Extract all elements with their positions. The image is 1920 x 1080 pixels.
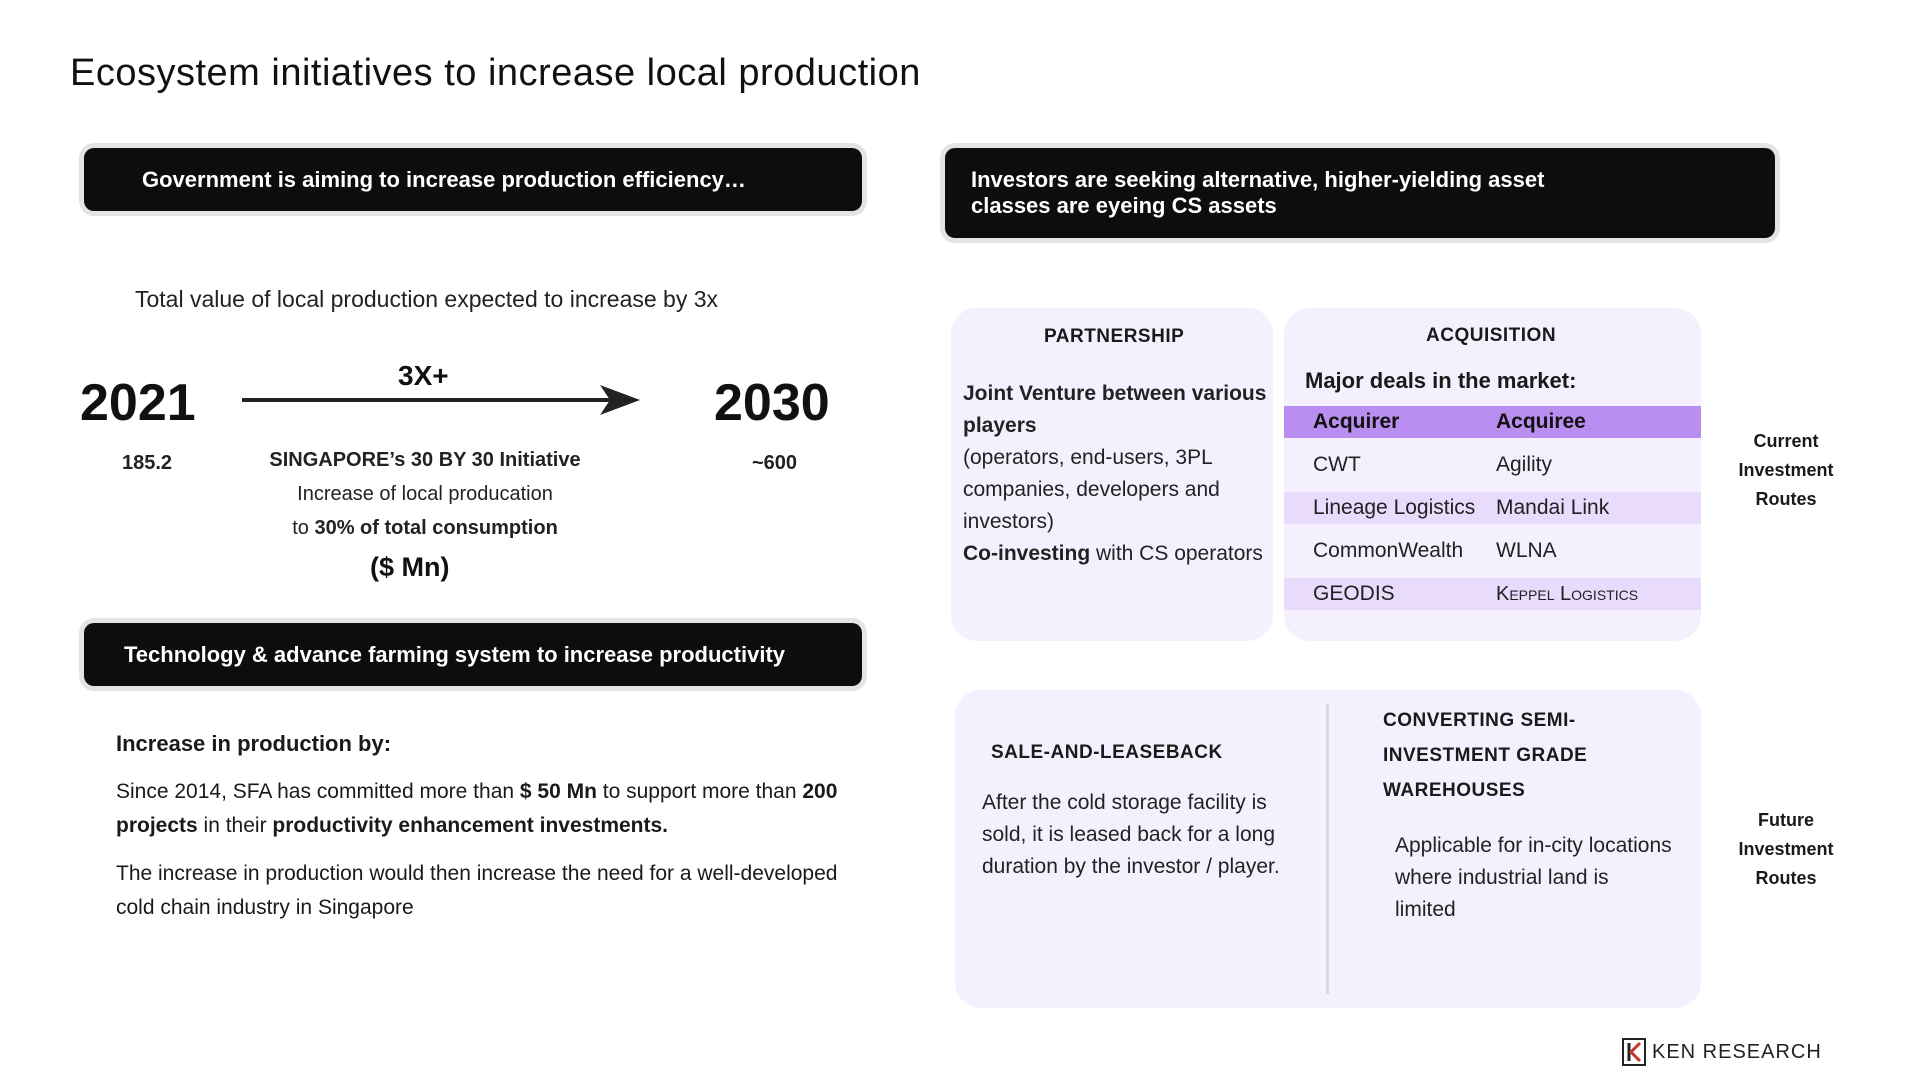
table-row: [1284, 438, 1701, 492]
growth-subtitle: Total value of local production expected to increase by 3x: [135, 286, 719, 312]
technology-paragraph-1: [116, 775, 876, 843]
growth-multiplier: 3X+: [398, 360, 449, 391]
text-span: Since 2014, SFA has committed more than: [116, 780, 520, 803]
table-cell-acquiree: Agility: [1496, 453, 1553, 476]
value-end: ~600: [752, 452, 798, 474]
logo-text: KEN RESEARCH: [1652, 1040, 1822, 1063]
acquisition-card: [1284, 308, 1701, 641]
government-banner: [84, 148, 862, 211]
future-routes-label: Future Investment Routes: [1738, 810, 1834, 888]
table-header-acquiree: Acquiree: [1496, 410, 1586, 433]
sale-leaseback-title: SALE-AND-LEASEBACK: [991, 742, 1223, 763]
partnership-title: PARTNERSHIP: [1044, 326, 1185, 347]
table-cell-acquiree: WLNA: [1496, 539, 1557, 562]
technology-banner: [84, 623, 862, 686]
year-start: 2021: [80, 374, 196, 432]
government-banner-text: Government is aiming to increase production efficiency…: [142, 166, 746, 192]
initiative-target-prefix: to: [292, 517, 315, 539]
technology-paragraph-2: The increase in production would then increase the need for a well-developed cold chain industry in Singapore: [116, 862, 838, 919]
table-cell-acquirer: GEODIS: [1313, 582, 1395, 605]
initiative-target: [240, 511, 610, 545]
table-cell-acquiree: Mandai Link: [1496, 496, 1610, 519]
ken-research-logo: [1622, 1038, 1822, 1066]
card-divider: [1326, 704, 1329, 994]
partnership-body: [963, 378, 1268, 570]
partnership-joint-venture: Joint Venture between various players: [963, 382, 1267, 437]
text-span: to support more than: [596, 780, 803, 803]
partnership-coinvest-text: with CS operators: [1090, 542, 1263, 565]
text-span: in their: [197, 814, 273, 837]
table-cell-acquirer: Lineage Logistics: [1313, 496, 1476, 519]
table-cell-acquiree: Keppel Logistics: [1496, 582, 1639, 605]
table-header-acquirer: Acquirer: [1313, 410, 1400, 433]
acquisition-table: [1284, 406, 1701, 610]
table-row: [1284, 492, 1701, 524]
table-cell-acquirer: CommonWealth: [1313, 539, 1464, 562]
future-routes-card: [955, 690, 1701, 1008]
table-row: [1284, 578, 1701, 610]
investors-banner-text: [971, 167, 1544, 219]
text-span-bold: productivity enhancement investments.: [272, 814, 669, 837]
sale-leaseback-body: After the cold storage facility is sold, it is leased back for a long duration by the investor / player.: [982, 791, 1280, 878]
table-cell-acquirer: CWT: [1313, 453, 1361, 476]
table-header-row: [1284, 406, 1701, 438]
text-span-bold: 200 projects: [116, 780, 838, 837]
year-end: 2030: [714, 374, 830, 432]
table-row: [1284, 524, 1701, 578]
acquisition-subtitle: Major deals in the market:: [1305, 368, 1577, 393]
acquisition-title: ACQUISITION: [1426, 325, 1557, 346]
initiative-target-bold: 30% of total consumption: [314, 517, 558, 539]
investors-banner: [945, 148, 1775, 238]
technology-body: [116, 727, 876, 939]
ken-research-logo-icon: [1622, 1038, 1646, 1066]
partnership-card: [951, 308, 1273, 641]
text-span-bold: $ 50 Mn: [519, 780, 597, 803]
page-title: Ecosystem initiatives to increase local production: [70, 52, 921, 94]
growth-arrow-icon: [240, 380, 645, 420]
investors-banner-line-1: Investors are seeking alternative, higher-yielding asset: [971, 167, 1545, 192]
technology-banner-text: Technology & advance farming system to increase productivity: [124, 641, 785, 667]
initiative-line: Increase of local producation: [297, 483, 553, 505]
converting-title: CONVERTING SEMI-INVESTMENT GRADE WAREHOUSES: [1383, 710, 1588, 801]
investors-banner-line-2: classes are eyeing CS assets: [971, 193, 1277, 218]
value-start: 185.2: [122, 452, 173, 474]
initiative-description: [240, 443, 610, 545]
unit-label: ($ Mn): [370, 552, 450, 582]
initiative-title: SINGAPORE’s 30 BY 30 Initiative: [269, 449, 581, 471]
technology-heading: Increase in production by:: [116, 731, 392, 756]
converting-body: Applicable for in-city locations where industrial land is limited: [1395, 834, 1672, 921]
partnership-coinvest-bold: Co-investing: [963, 542, 1091, 565]
partnership-players: (operators, end-users, 3PL companies, developers and investors): [963, 446, 1220, 533]
partnership-coinvest: [963, 538, 1268, 570]
current-routes-label: Current Investment Routes: [1738, 431, 1834, 509]
